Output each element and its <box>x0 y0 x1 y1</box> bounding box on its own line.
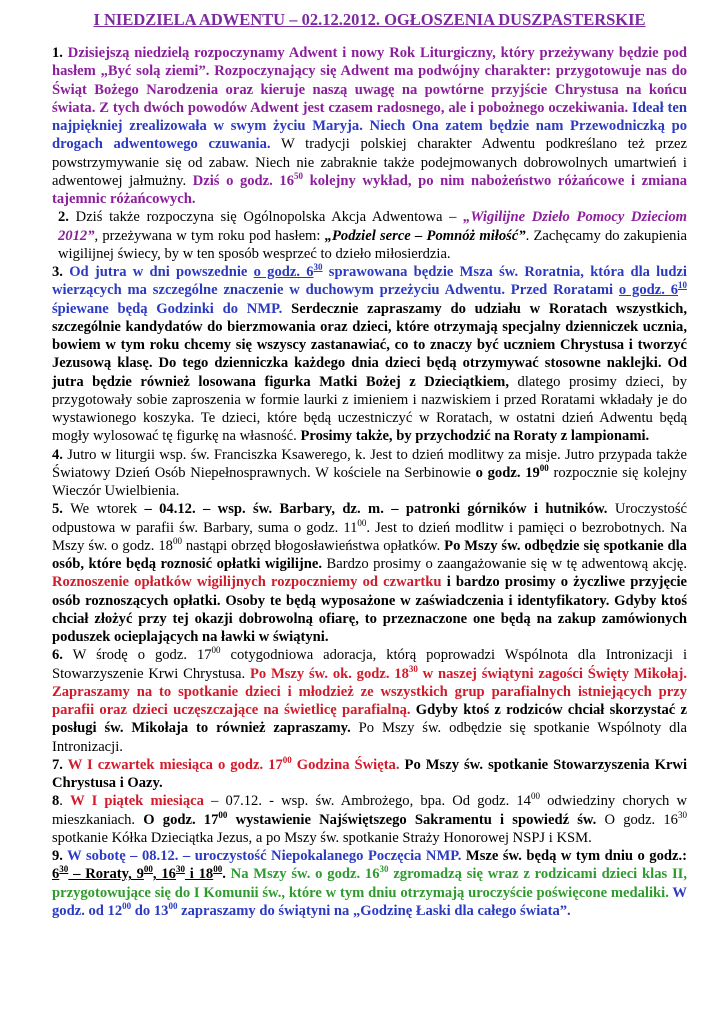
item-number: 4. <box>52 446 63 463</box>
announcement-3: 3. Od jutra w dni powszednie o godz. $6^{30}$ sprawowana będzie Msza św. Roratnia, która dla ludzi wierzących ma szczególne znaczenie w duchowym przeżyciu Adwentu. Przed Roratami o godz. $6^{10}$ śpiewane będą Godzinki do NMP. Serdecznie zapraszamy do udziału w Roratach wszystkich, szczególnie kandydatów do bierzmowania oraz dzieci, które otrzymają specjalny dzienniczek ucznia, bowiem w tym roku chcemy się wszyscy zastanawiać, co to znaczy być uczniem Chrystusa i tworzyć Jezusową klasę. Do tego dzienniczka każdego dnia dzieci będą otrzymywać stosowne naklejki. Od jutra będzie również losowana figurka Matki Bożej z Dzieciątkiem, dlatego prosimy dzieci, by przygotowały sobie zaproszenia w formie laurki z imieniem i nazwiskiem i przed Roratami wkładały je do wystawionego koszyka. Te dzieci, które będą uczestniczyć w Roratach, w ostatni dzień Adwentu będą mogły wylosować tę figurkę na własność. Prosimy także, by przychodzić na Roraty z lampionami. <box>52 262 688 445</box>
item-number: 9. <box>52 848 63 864</box>
item-number: 8 <box>52 793 60 810</box>
page-title: I NIEDZIELA ADWENTU – 02.12.2012. OGŁOSZENIA DUSZPASTERSKIE <box>93 10 646 29</box>
announcement-1: 1. Dzisiejszą niedzielą rozpoczynamy Adwent i nowy Rok Liturgiczny, który przeżywany będzie pod hasłem „Być solą ziemi”. Rozpoczynający się Adwent ma podwójny charakter: przygotowuje nas do Świąt Bożego Narodzenia oraz kieruje naszą uwagę na powtórne przyjście Chrystusa na końcu świata. Z tych dwóch powodów Adwent jest czasem radosnego, ale i pobożnego oczekiwania. Ideał ten najpiękniej zrealizowała w swym życiu Maryja. Niech Ona zatem będzie nam Przewodniczką po drogach adwentowego czuwania. W tradycji polskiej charakter Adwentu podkreślano też przez powstrzymywanie się od zabaw. Niech nie zabraknie także podejmowanych dobrowolnych umartwień i adwentowej jałmużny. Dziś o godz. $16^{50}$ kolejny wykład, po nim nabożeństwo różańcowe i zmiana tajemnic różańcowych. <box>52 45 688 207</box>
item-number: 3. <box>52 264 63 280</box>
item-number: 7. <box>52 756 63 773</box>
announcement-2: 2. Dziś także rozpoczyna się Ogólnopolska Akcja Adwentowa – „Wigilijne Dzieło Pomocy Dzieciom 2012”, przeżywana w tym roku pod hasłem: „Podziel serce – Pomnóż miłość”. Zachęcamy do zakupienia wigilijnej świecy, by w ten sposób wesprzeć to dzieło miłosierdzia. <box>58 209 688 262</box>
item-number: 5. <box>52 501 63 518</box>
announcement-5: 5. We wtorek – 04.12. – wsp. św. Barbary, dz. m. – patronki górników i hutników. Uroczystość odpustowa w parafii św. Barbary, suma o godz. $11^{00}$. Jest to dzień modlitw i pamięci o bezrobotnych. Na Mszy św. o godz. $18^{00}$ nastąpi obrzęd błogosławieństwa opłatków. Po Mszy św. odbędzie się spotkanie dla osób, które będą roznosić opłatki wigilijne. Bardzo prosimy o zaangażowanie się w tę adwentową akcję. Roznoszenie opłatków wigilijnych rozpoczniemy od czwartku i bardzo prosimy o życzliwe przyjęcie osób roznoszących opłatki. Osoby te będą wyposażone w zaświadczenia i identyfikatory. Gdyby ktoś chciał złożyć przy tej okazji dobrowolną ofiarę, to przeznaczone one będą na zakup zamówionych poduszek ocieplających na ławki w świątyni. <box>52 501 687 645</box>
item-number: 1. <box>52 45 63 61</box>
announcement-9: 9. W sobotę – 08.12. – uroczystość Niepokalanego Poczęcia NMP. Msze św. będą w tym dniu o godz.: $6^{30}$ – Roraty, $9^{00}$, $16^{30}$ i $18^{00}$. Na Mszy św. o godz. $16^{30}$ zgromadzą się wraz z rodzicami dzieci klas II, przygotowujące się do I Komunii św., które w tym dniu otrzymają uroczyście poświęcone medaliki. W godz. od $12^{00}$ do $13^{00}$ zapraszamy do świątyni na „Godzinę Łaski dla całego świata”. <box>52 848 687 919</box>
item-number: 6. <box>52 647 63 664</box>
announcement-6: 6. W środę o godz. $17^{00}$ cotygodniowa adoracja, którą poprowadzi Wspólnota dla Intronizacji i Stowarzyszenie Krwi Chrystusa. Po Mszy św. ok. godz. $18^{30}$ w naszej świątyni zagości Święty Mikołaj. Zapraszamy na to spotkanie dzieci i młodzież ze wszystkich grup parafialnych istniejących przy parafii oraz dzieci uczęszczające na świetlicę parafialną. Gdyby ktoś z rodziców chciał skorzystać z posługi św. Mikołaja to również zapraszamy. Po Mszy św. odbędzie się spotkanie Wspólnoty dla Intronizacji. <box>52 645 687 755</box>
announcement-8: 8. W I piątek miesiąca – 07.12. - wsp. św. Ambrożego, bpa. Od godz. $14^{00}$ odwiedziny chorych w mieszkaniach. O godz. $17^{00}$ wystawienie Najświętszego Sakramentu i spowiedź św. O godz. $16^{30}$ spotkanie Kółka Dzieciątka Jezus, a po Mszy św. spotkanie Straży Honorowej NSPJ i KSM. <box>52 791 688 846</box>
item-number: 2. <box>58 209 69 226</box>
announcement-4: 4. Jutro w liturgii wsp. św. Franciszka Ksawerego, k. Jest to dzień modlitwy za misje. Jutro przypada także Światowy Dzień Osób Niepełnosprawnych. W kościele na Serbinowie o godz. $19^{00}$ rozpocznie się kolejny Wieczór Uwielbienia. <box>52 446 687 499</box>
announcement-7: 7. W I czwartek miesiąca o godz. $17^{00}$ Godzina Święta. Po Mszy św. spotkanie Stowarzyszenia Krwi Chrystusa i Oazy. <box>52 754 688 791</box>
